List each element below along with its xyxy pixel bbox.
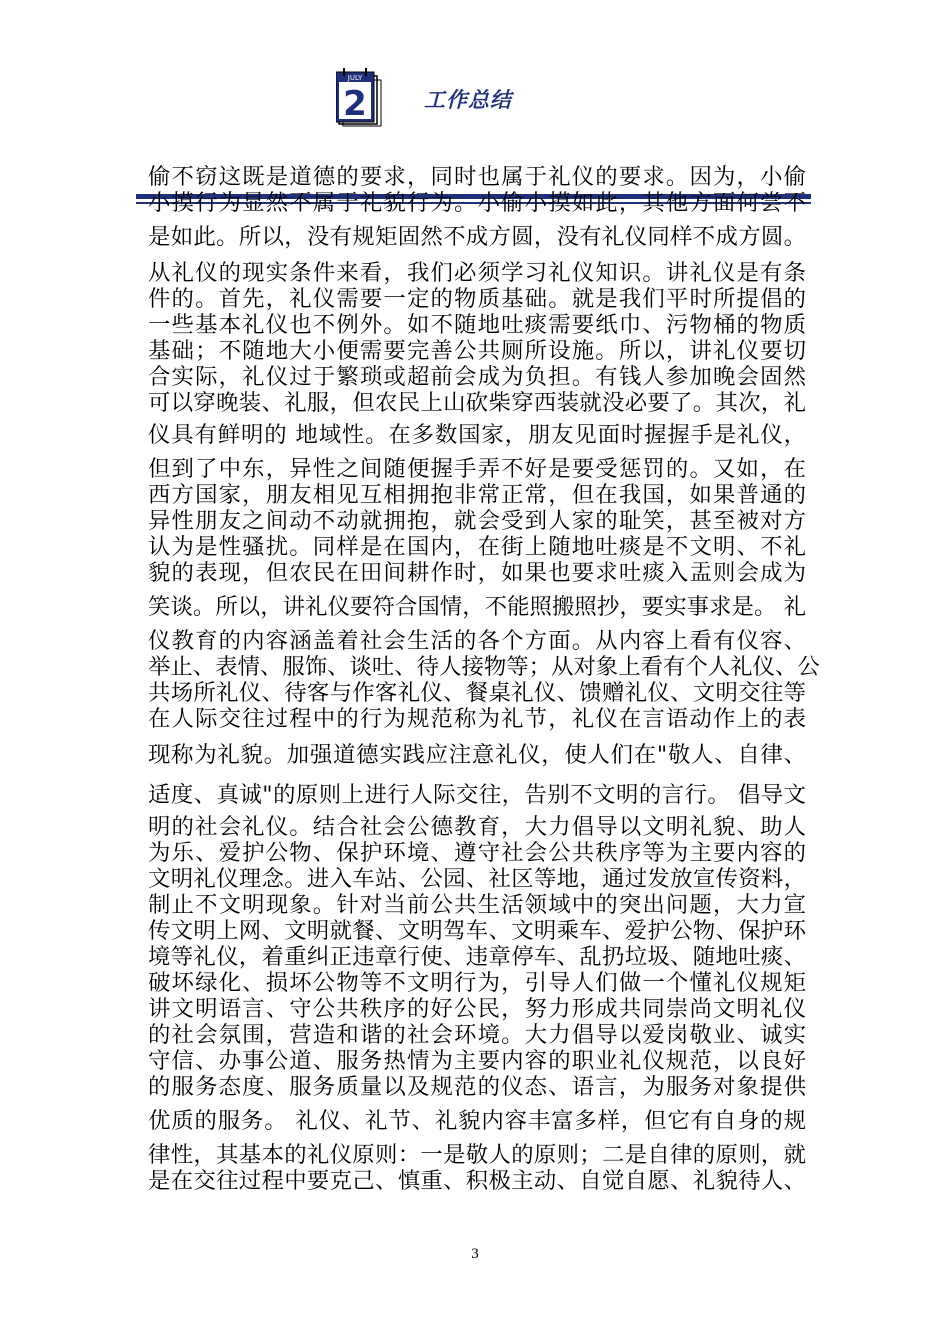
body-line: 一些基本礼仪也不例外。如不随地吐痰需要纸巾、污物桶的物质 [148,312,806,338]
body-line: 为乐、爱护公物、保护环境、遵守社会公共秩序等为主要内容的 [148,840,806,866]
body-line: 讲文明语言、守公共秩序的好公民，努力形成共同崇尚文明礼仪 [148,996,806,1022]
body-line: 的服务态度、服务质量以及规范的仪态、语言，为服务对象提供 [148,1074,806,1100]
body-line: 从礼仪的现实条件来看，我们必须学习礼仪知识。讲礼仪是有条 [148,260,806,286]
body-line: 律性，其基本的礼仪原则：一是敬人的原则；二是自律的原则，就 [148,1142,806,1168]
calendar-day: 2 [343,84,367,124]
body-line: 现称为礼貌。加强道德实践应注意礼仪，使人们在"敬人、自律、 [148,742,806,768]
calendar-icon [336,68,382,128]
body-line: 的社会氛围，营造和谐的社会环境。大力倡导以爱岗敬业、诚实 [148,1022,806,1048]
body-line: 制止不文明现象。针对当前公共生活领域中的突出问题，大力宣 [148,892,806,918]
body-line: 举止、表情、服饰、谈吐、待人接物等；从对象上看有个人礼仪、公 [148,654,820,680]
body-line: 适度、真诚"的原则上进行人际交往，告别不文明的言行。 倡导文 [148,782,806,808]
body-line: 可以穿晚装、礼服，但农民上山砍柴穿西装就没必要了。其次，礼 [148,390,806,416]
body-line: 笑谈。所以，讲礼仪要符合国情，不能照搬照抄，要实事求是。 礼 [148,594,806,620]
body-line: 文明礼仪理念。进入车站、公园、社区等地，通过发放宣传资料， [148,866,806,892]
body-line: 境等礼仪，着重纠正违章行使、违章停车、乱扔垃圾、随地吐痰、 [148,944,806,970]
body-line: 共场所礼仪、待客与作客礼仪、餐桌礼仪、馈赠礼仪、文明交往等 [148,680,806,706]
body-line: 偷不窃这既是道德的要求，同时也属于礼仪的要求。因为，小偷 [148,164,806,190]
header-title: 工作总结 [424,88,512,112]
body-line: 优质的服务。 礼仪、礼节、礼貌内容丰富多样，但它有自身的规 [148,1108,806,1134]
body-line: 在人际交往过程中的行为规范称为礼节，礼仪在言语动作上的表 [148,706,806,732]
body-line: 是在交往过程中要克己、慎重、积极主动、自觉自愿、礼貌待人、 [148,1168,806,1194]
body-line: 合实际，礼仪过于繁琐或超前会成为负担。有钱人参加晚会固然 [148,364,806,390]
body-line: 守信、办事公道、服务热情为主要内容的职业礼仪规范，以良好 [148,1048,806,1074]
body-line: 是如此。所以，没有规矩固然不成方圆，没有礼仪同样不成方圆。 [148,224,806,250]
body-line: 西方国家，朋友相见互相拥抱非常正常，但在我国，如果普通的 [148,482,806,508]
body-line: 异性朋友之间动不动就拥抱，就会受到人家的耻笑，甚至被对方 [148,508,806,534]
body-line: 貌的表现，但农民在田间耕作时，如果也要求吐痰入盂则会成为 [148,560,806,586]
body-line: 明的社会礼仪。结合社会公德教育，大力倡导以文明礼貌、助人 [148,814,806,840]
calendar-month: JULY [347,74,363,82]
body-line: 破坏绿化、损坏公物等不文明行为，引导人们做一个懂礼仪规矩 [148,970,806,996]
body-line: 但到了中东，异性之间随便握手弄不好是要受惩罚的。又如，在 [148,456,806,482]
body-line: 基础；不随地大小便需要完善公共厕所设施。所以，讲礼仪要切 [148,338,806,364]
page-header [136,64,811,144]
page-number: 3 [471,1246,479,1262]
body-line: 仪具有鲜明的 地域性。在多数国家，朋友见面时握握手是礼仪， [148,422,806,448]
body-line: 传文明上网、文明就餐、文明驾车、文明乘车、爱护公物、保护环 [148,918,806,944]
body-line: 小摸行为显然不属于礼貌行为。小偷小摸如此，其他方面何尝不 [148,190,806,216]
body-line: 件的。首先，礼仪需要一定的物质基础。就是我们平时所提倡的 [148,286,806,312]
body-line: 仪教育的内容涵盖着社会生活的各个方面。从内容上看有仪容、 [148,628,806,654]
body-line: 认为是性骚扰。同样是在国内，在街上随地吐痰是不文明、不礼 [148,534,806,560]
